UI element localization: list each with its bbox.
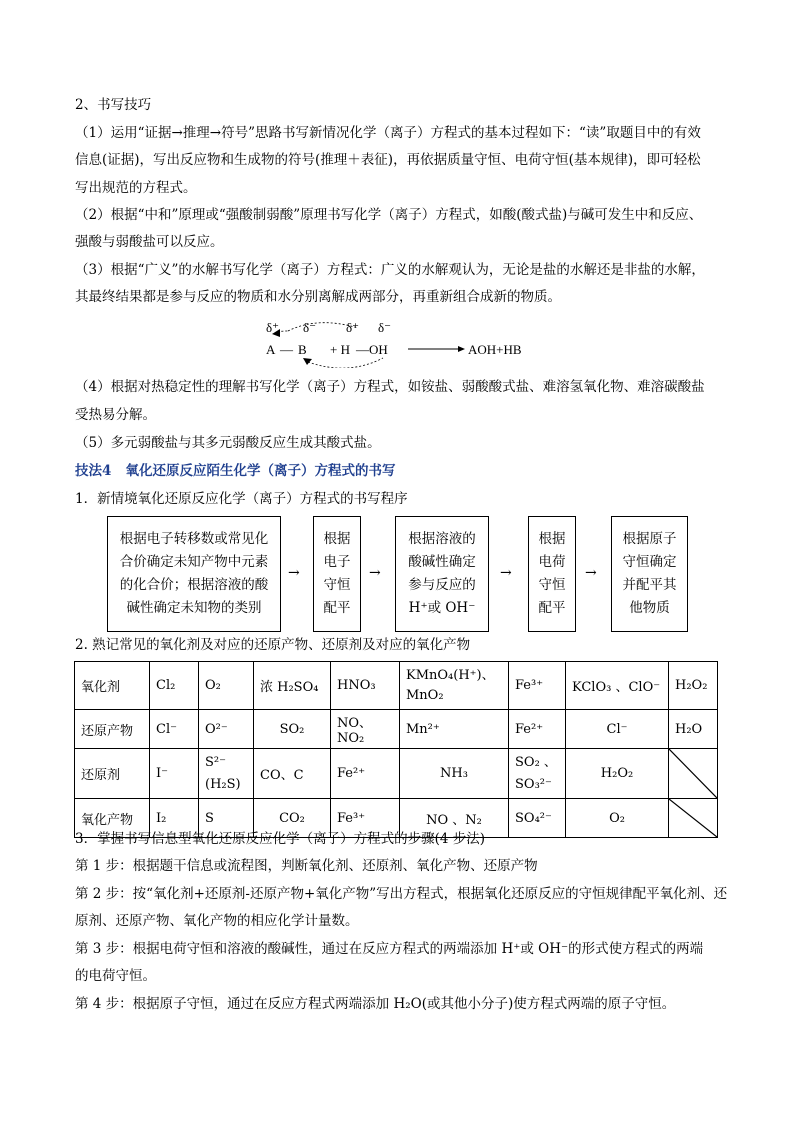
table-cell: I⁻ xyxy=(150,749,199,799)
table-cell xyxy=(509,749,566,799)
flow-box-3 xyxy=(395,516,489,632)
flow-box-5-line: 守恒确定 xyxy=(622,554,677,570)
table-cell: H₂O xyxy=(669,710,718,749)
table-cell: 氧化剂 xyxy=(75,662,150,710)
table-cell: Fe²⁺ xyxy=(331,749,400,799)
diagonal-line-icon xyxy=(669,749,717,798)
hydroxyl: —OH xyxy=(356,342,388,357)
table-cell: NO 、N₂ xyxy=(400,799,509,838)
delta-plus-h: δ⁺ xyxy=(346,320,359,335)
flow-arrow-1: → xyxy=(288,565,300,581)
paragraph-3-line-2: 其最终结果都是参与反应的物质和水分别离解成两部分，再重新组合成新的物质。 xyxy=(75,289,561,305)
atom-a: A xyxy=(266,342,276,357)
step-4: 第 4 步：根据原子守恒，通过在反应方程式两端添加 H₂O(或其他小分子)使方程式两端的原子守恒。 xyxy=(75,996,676,1012)
table-cell: Mn²⁺ xyxy=(400,710,509,749)
delta-minus-b: δ⁻ xyxy=(303,320,316,335)
table-cell: S xyxy=(199,799,254,838)
table-row xyxy=(75,749,718,799)
step-3-line-1: 第 3 步：根据电荷守恒和溶液的酸碱性，通过在反应方程式的两端添加 H⁺或 OH⁻的形式使方程式的两端 xyxy=(75,941,704,957)
table-cell: O²⁻ xyxy=(199,710,254,749)
flow-box-2-line: 配平 xyxy=(323,600,351,616)
table-cell: 浓 H₂SO₄ xyxy=(254,662,331,710)
flow-box-1-line: 合价确定未知产物中元素 xyxy=(119,554,269,570)
empty-cell xyxy=(669,749,718,799)
table-cell: CO₂ xyxy=(254,799,331,838)
step-3-line-2: 的电荷守恒。 xyxy=(75,968,156,984)
table-cell: 还原剂 xyxy=(75,749,150,799)
empty-cell xyxy=(669,799,718,838)
table-title: 2. 熟记常见的氧化剂及对应的还原产物、还原剂及对应的氧化产物 xyxy=(75,637,471,653)
bond-dash: — xyxy=(280,342,293,357)
flow-box-3-line: 酸碱性确定 xyxy=(408,554,476,570)
flow-box-1 xyxy=(107,516,281,632)
delta-plus-a: δ⁺ xyxy=(266,320,279,335)
table-cell: KClO₃ 、ClO⁻ xyxy=(566,662,669,710)
flow-box-1-line: 的化合价；根据溶液的酸 xyxy=(119,577,269,593)
delta-minus-oh: δ⁻ xyxy=(378,320,391,335)
step-2-line-2: 原剂、还原产物、氧化产物的相应化学计量数。 xyxy=(75,913,359,929)
table-cell: Fe³⁺ xyxy=(509,662,566,710)
flow-box-2 xyxy=(313,516,361,632)
flow-arrow-2: → xyxy=(369,565,381,581)
table-cell: NH₃ xyxy=(400,749,509,799)
table-cell: Fe²⁺ xyxy=(509,710,566,749)
steps-title: 3．掌握书写信息型氧化还原反应化学（离子）方程式的步骤(4 步法) xyxy=(75,831,486,847)
flow-arrow-3: → xyxy=(500,565,512,581)
table-cell: HNO₃ xyxy=(331,662,400,710)
flow-box-4-line: 守恒 xyxy=(538,577,566,593)
flow-box-5-line: 并配平其 xyxy=(622,577,677,593)
table-cell-line: KMnO₄(H⁺)、 xyxy=(406,667,495,683)
step-2-line-1: 第 2 步：按“氧化剂+还原剂-还原产物+氧化产物”写出方程式，根据氧化还原反应的守恒规律配平氧化剂、还 xyxy=(75,886,728,902)
flow-box-1-line: 碱性确定未知物的类别 xyxy=(126,600,262,616)
paragraph-3-line-1: （3）根据“广义”的水解书写化学（离子）方程式：广义的水解观认为，无论是盐的水解还是非盐的水解， xyxy=(75,262,705,278)
flow-box-2-line: 电子 xyxy=(323,554,351,570)
paragraph-2-line-2: 强酸与弱酸盐可以反应。 xyxy=(75,234,224,250)
technique-heading xyxy=(75,462,396,480)
table-cell: Cl₂ xyxy=(150,662,199,710)
atom-b: B xyxy=(298,342,307,357)
flow-box-2-line: 根据 xyxy=(323,531,351,547)
flow-box-5-line: 根据原子 xyxy=(622,531,677,547)
flow-box-3-line: 根据溶液的 xyxy=(408,531,476,547)
flow-box-3-line: 参与反应的 xyxy=(408,577,476,593)
table-cell: Fe³⁺ xyxy=(331,799,400,838)
table-cell: Cl⁻ xyxy=(566,710,669,749)
table-cell: 还原产物 xyxy=(75,710,150,749)
hydrolysis-diagram xyxy=(258,318,538,368)
table-row xyxy=(75,710,718,749)
flow-box-1-line: 根据电子转移数或常见化 xyxy=(119,531,269,547)
table-cell xyxy=(400,662,509,710)
table-cell: H₂O₂ xyxy=(566,749,669,799)
flow-title: 1．新情境氧化还原反应化学（离子）方程式的书写程序 xyxy=(75,491,408,507)
paragraph-4-line-2: 受热易分解。 xyxy=(75,407,156,423)
flow-box-4-line: 根据 xyxy=(538,531,566,547)
paragraph-5: （5）多元弱酸盐与其多元弱酸反应生成其酸式盐。 xyxy=(75,435,381,451)
redox-table xyxy=(74,661,718,838)
paragraph-1-line-3: 写出规范的方程式。 xyxy=(75,180,197,196)
table-cell-line: S²⁻ xyxy=(205,754,226,770)
flow-box-4-line: 配平 xyxy=(538,600,566,616)
table-cell: 氧化产物 xyxy=(75,799,150,838)
table-cell: O₂ xyxy=(566,799,669,838)
table-cell: O₂ xyxy=(199,662,254,710)
section-title: 2、书写技巧 xyxy=(75,97,152,113)
technique-title: 氧化还原反应陌生化学（离子）方程式的书写 xyxy=(125,463,396,479)
technique-label: 技法4 xyxy=(75,463,112,479)
paragraph-4-line-1: （4）根据对热稳定性的理解书写化学（离子）方程式，如铵盐、弱酸酸式盐、难溶氢氧化物、难溶碳酸盐 xyxy=(75,379,705,395)
table-cell-line: MnO₂ xyxy=(406,687,444,703)
hydrolysis-product: AOH+HB xyxy=(468,342,522,357)
flow-box-5-line: 他物质 xyxy=(629,600,670,616)
table-cell-line: SO₃²⁻ xyxy=(515,776,552,792)
flow-box-5 xyxy=(611,516,688,632)
table-cell: SO₂ xyxy=(254,710,331,749)
table-cell: CO、C xyxy=(254,749,331,799)
paragraph-1-line-2: 信息(证据)，写出反应物和生成物的符号(推理＋表征)，再依据质量守恒、电荷守恒(基本规律)，即可轻松 xyxy=(75,152,701,168)
table-cell: SO₄²⁻ xyxy=(509,799,566,838)
flow-arrow-4: → xyxy=(585,565,597,581)
table-row xyxy=(75,662,718,710)
flow-box-3-line: H⁺或 OH⁻ xyxy=(408,600,476,616)
flow-box-2-line: 守恒 xyxy=(323,577,351,593)
table-cell-line: (H₂S) xyxy=(205,776,241,792)
table-cell: I₂ xyxy=(150,799,199,838)
flow-box-4 xyxy=(528,516,576,632)
diagonal-line-icon xyxy=(669,799,717,837)
plus-h: + H xyxy=(330,342,350,357)
table-cell: Cl⁻ xyxy=(150,710,199,749)
flow-box-4-line: 电荷 xyxy=(538,554,566,570)
step-1: 第 1 步：根据题干信息或流程图，判断氧化剂、还原剂、氧化产物、还原产物 xyxy=(75,858,538,874)
table-cell-line: SO₂ 、 xyxy=(515,754,557,770)
paragraph-1-line-1: （1）运用“证据→推理→符号”思路书写新情况化学（离子）方程式的基本过程如下：“读”取题目中的有效 xyxy=(75,125,701,141)
table-cell xyxy=(199,749,254,799)
table-cell: H₂O₂ xyxy=(669,662,718,710)
table-cell: NO、NO₂ xyxy=(331,710,400,749)
paragraph-2-line-1: （2）根据“中和”原理或“强酸制弱酸”原理书写化学（离子）方程式，如酸(酸式盐)与碱可发生中和反应、 xyxy=(75,207,703,223)
